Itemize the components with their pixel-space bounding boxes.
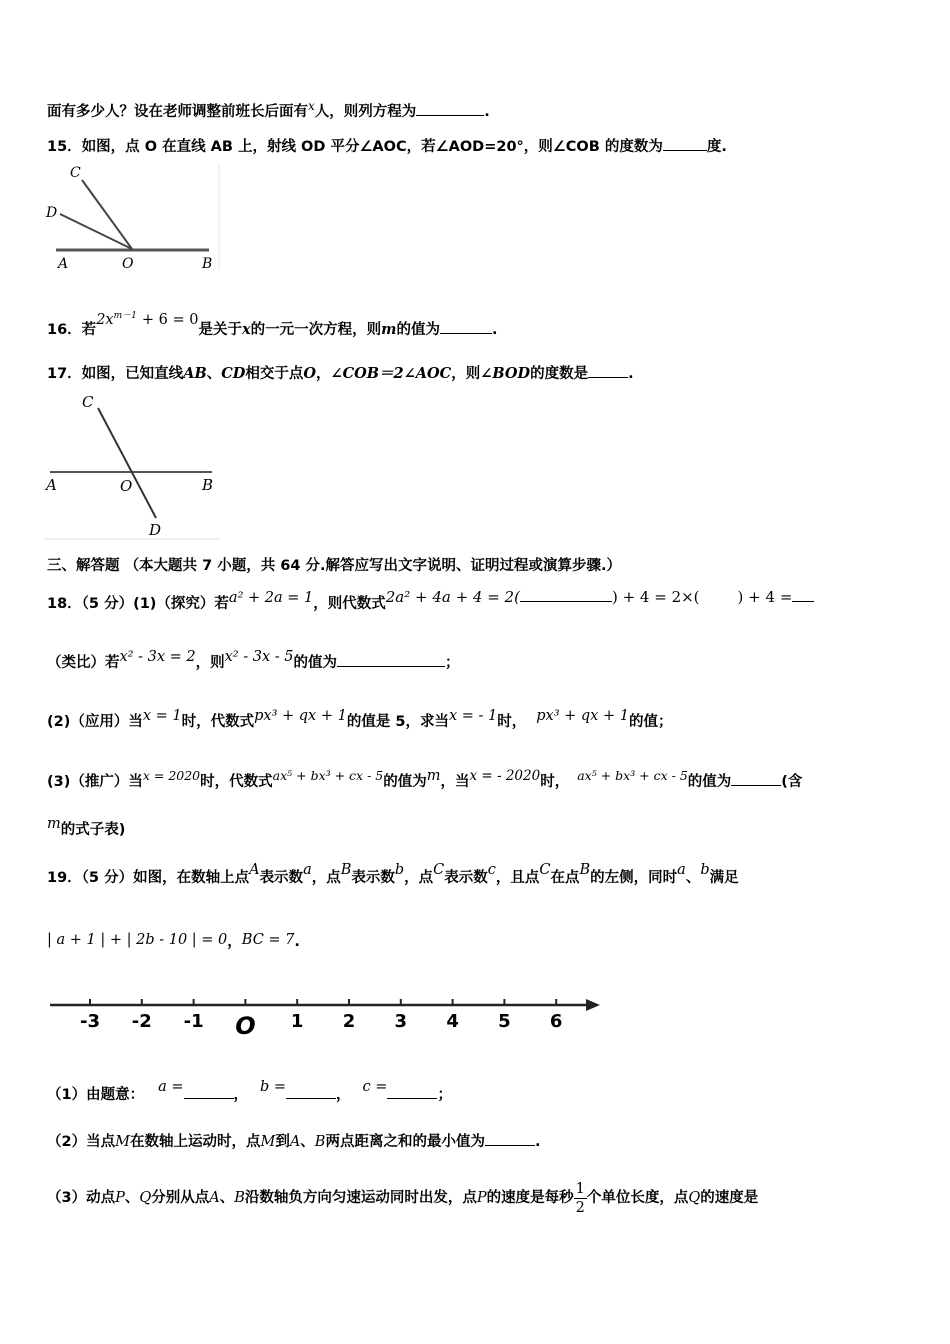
a-label: a = — [158, 1079, 184, 1095]
text: ， — [233, 1087, 248, 1103]
label-o: O — [122, 256, 134, 272]
text: 的左侧，同时 — [590, 870, 678, 886]
text: 在数轴上运动时，点 — [129, 1134, 261, 1150]
question-18-line-3 — [47, 708, 673, 732]
text: 相交于点 — [245, 366, 304, 382]
tick-label: 6 — [549, 1011, 563, 1032]
text: 的速度是每秒 — [486, 1190, 574, 1206]
text: 的值为 — [383, 774, 427, 790]
point-a: A — [209, 1190, 220, 1206]
condition: x = - 1 — [448, 708, 498, 724]
point-b: B — [579, 862, 591, 878]
text: 度. — [706, 139, 727, 155]
text: 的速度是 — [700, 1190, 759, 1206]
answer-blank-c[interactable] — [387, 1084, 437, 1099]
text: 时， — [497, 714, 527, 730]
text: 的值为 — [687, 774, 732, 790]
figure-17 — [44, 390, 222, 542]
expression: ax⁵ + bx³ + cx - 5 — [577, 768, 688, 783]
point-b: B — [314, 1134, 326, 1150]
figure-15 — [44, 162, 220, 274]
tick-label: 1 — [290, 1011, 304, 1032]
section-3-heading — [47, 556, 621, 576]
point-b: B — [340, 862, 352, 878]
axis-arrow — [586, 999, 600, 1011]
text: 的一元一次方程，则 — [250, 321, 382, 338]
var-x: x — [242, 320, 251, 338]
answer-blank-b[interactable] — [286, 1084, 336, 1099]
text: . — [294, 934, 300, 950]
text: 、 — [300, 1134, 315, 1150]
text: 表示数 — [444, 870, 488, 886]
label-b: B — [202, 256, 213, 272]
tick-label: 3 — [394, 1011, 408, 1032]
question-number: 19．（5 分）如图，在数轴上点 — [47, 870, 250, 886]
text: 的式子表) — [60, 822, 126, 838]
condition: x² - 3x = 2 — [119, 649, 196, 665]
point-b: B — [234, 1190, 245, 1206]
var-x: x — [308, 99, 315, 113]
fraction-one-half — [574, 1180, 587, 1217]
tick-label: O — [235, 1012, 256, 1040]
text: . — [492, 321, 498, 338]
question-text: 如图，点 O 在直线 AB 上，射线 OD 平分∠AOC，若∠AOD=20°，则∠COB 的度数为 — [81, 139, 663, 155]
point-m: M — [260, 1134, 276, 1150]
text: . — [484, 104, 490, 120]
text: 沿数轴负方向匀速运动同时出发，点 — [244, 1190, 477, 1206]
question-19-part-2 — [47, 1131, 540, 1152]
ray-oc — [82, 180, 132, 249]
text: ，当 — [440, 774, 470, 790]
label-c: C — [70, 165, 81, 181]
question-number: 16．若 — [47, 321, 97, 338]
tick-label: 5 — [498, 1011, 511, 1032]
line-cd — [98, 408, 156, 518]
text: 到 — [275, 1134, 290, 1150]
text: ， — [227, 934, 242, 950]
text: 两点距离之和的最小值为 — [325, 1134, 485, 1150]
label-b: B — [202, 476, 214, 494]
tick-label: 4 — [446, 1011, 459, 1032]
c-label: c = — [362, 1079, 388, 1095]
text: 的度数是 — [530, 366, 589, 382]
text: 表示数 — [351, 870, 395, 886]
point-m: M — [115, 1134, 130, 1150]
section-note: （本大题共 7 小题，共 64 分.解答应写出文字说明、证明过程或演算步骤.） — [124, 558, 622, 574]
expression: ax⁵ + bx³ + cx - 5 — [272, 768, 384, 783]
var-m: m — [47, 816, 61, 832]
condition: x = 1 — [142, 708, 182, 724]
label-a: A — [46, 476, 57, 494]
expression: px³ + qx + 1 — [536, 708, 629, 724]
text: 是关于 — [198, 321, 242, 338]
question-19-line-1 — [47, 862, 739, 888]
equation: BC = 7 — [241, 932, 295, 948]
expression: 2a² + 4a + 4 = 2( ) + 4 = 2×( ) + 4 = — [386, 588, 815, 606]
condition: a² + 2a = 1 — [228, 590, 314, 606]
text: ，则 — [195, 655, 225, 671]
text: 的值是 5，求当 — [346, 714, 449, 730]
question-18-line-5 — [47, 816, 126, 840]
line-ab-name: AB — [183, 365, 207, 382]
text: 人，则列方程为 — [314, 104, 417, 120]
text: ，点 — [311, 870, 341, 886]
point-p: P — [476, 1190, 487, 1206]
fraction-denominator: 2 — [575, 1199, 585, 1216]
section-title: 三、解答题 — [47, 558, 120, 574]
point-o: O — [303, 365, 316, 382]
question-15 — [47, 136, 727, 157]
answer-blank[interactable] — [485, 1131, 535, 1146]
text: 时， — [540, 774, 570, 790]
question-18-line-4 — [47, 768, 803, 792]
text: 、 — [206, 366, 222, 382]
answer-blank[interactable] — [731, 771, 781, 786]
text: 在点 — [550, 870, 580, 886]
answer-blank[interactable] — [337, 652, 445, 667]
text: 表示数 — [259, 870, 304, 886]
text: ， — [336, 1087, 351, 1103]
text: 、 — [124, 1190, 140, 1206]
text: （类比）若 — [47, 655, 120, 671]
question-19-part-1 — [47, 1079, 452, 1105]
text: 面有多少人？设在老师调整前班长后面有 — [47, 104, 308, 120]
var-c: c — [487, 862, 496, 878]
text: ， — [315, 366, 331, 382]
line-cd-name: CD — [221, 365, 246, 382]
label-c: C — [82, 393, 94, 411]
answer-blank[interactable] — [440, 319, 492, 334]
equation: | a + 1 | + | 2b - 10 | = 0 — [47, 932, 228, 948]
point-q: Q — [139, 1190, 152, 1206]
text: ，则代数式 — [313, 596, 386, 612]
answer-blank[interactable] — [520, 587, 612, 602]
question-17 — [47, 363, 634, 384]
label-a: A — [58, 256, 69, 272]
var-b: b — [394, 862, 405, 878]
text: 时，代数式 — [181, 714, 255, 730]
text: 个单位长度，点 — [586, 1190, 689, 1206]
text: （1）由题意： — [47, 1087, 145, 1103]
text: 的值为 — [293, 655, 337, 671]
point-a: A — [249, 862, 260, 878]
var-m: m — [381, 320, 397, 338]
point-a: A — [289, 1134, 301, 1150]
condition: x = 2020 — [142, 768, 201, 783]
question-number: 17． — [47, 366, 82, 382]
question-18-line-2 — [47, 649, 460, 673]
point-q: Q — [688, 1190, 701, 1206]
question-19-part-3 — [47, 1176, 758, 1220]
question-19-line-2 — [47, 932, 300, 952]
answer-blank[interactable] — [588, 363, 628, 378]
text: 的值为 — [396, 321, 440, 338]
number-line — [44, 988, 604, 1048]
text: . — [534, 1134, 541, 1150]
text: ，且点 — [495, 870, 540, 886]
label-d: D — [46, 205, 58, 221]
continuation-line — [47, 101, 490, 122]
question-18-line-1 — [47, 588, 814, 614]
equation: 2x — [96, 311, 114, 328]
text: . — [628, 366, 634, 382]
text: 如图，已知直线 — [81, 366, 184, 382]
tick-label: -3 — [80, 1011, 100, 1032]
answer-blank[interactable] — [663, 136, 707, 151]
condition: x = - 2020 — [469, 768, 541, 784]
var-m: m — [426, 768, 441, 784]
fraction-numerator: 1 — [575, 1180, 585, 1197]
label-o: O — [120, 477, 133, 495]
text: ； — [444, 655, 460, 671]
ray-od — [60, 214, 132, 249]
expression: x² - 3x - 5 — [224, 649, 294, 665]
question-16 — [47, 311, 498, 340]
tick-label: 2 — [342, 1011, 356, 1032]
var-a: a — [677, 862, 686, 878]
text: ，则 — [451, 366, 481, 382]
text: 、 — [685, 870, 701, 886]
text: （3）动点 — [47, 1190, 116, 1206]
answer-blank-a[interactable] — [184, 1084, 234, 1099]
label-d: D — [149, 521, 162, 539]
text: ； — [437, 1087, 452, 1103]
exponent: m－1 — [113, 311, 137, 321]
text: 、 — [219, 1190, 235, 1206]
answer-blank[interactable] — [416, 101, 484, 116]
point-c: C — [539, 862, 551, 878]
text: （2）当点 — [47, 1134, 116, 1150]
condition: ∠COB＝2∠AOC — [330, 365, 452, 382]
tick-label: -2 — [131, 1011, 152, 1032]
angle-bod: ∠BOD — [480, 365, 531, 382]
var-b: b — [700, 862, 710, 878]
text: 分别从点 — [151, 1190, 210, 1206]
point-p: P — [115, 1190, 125, 1206]
tick-label: -1 — [183, 1011, 204, 1032]
text: 满足 — [709, 870, 739, 886]
text: (3)（推广）当 — [47, 774, 143, 790]
text: ，点 — [404, 870, 434, 886]
text: 的值； — [628, 714, 673, 730]
answer-blank[interactable] — [792, 587, 814, 602]
var-a: a — [303, 862, 312, 878]
b-label: b = — [260, 1079, 287, 1095]
question-number: 15． — [47, 139, 82, 155]
text: (含 — [781, 774, 803, 790]
point-c: C — [433, 862, 445, 878]
expression: px³ + qx + 1 — [254, 708, 347, 724]
question-number: 18．（5 分）(1)（探究）若 — [47, 596, 229, 612]
text: 时，代数式 — [200, 774, 273, 790]
text: (2)（应用）当 — [47, 714, 143, 730]
equation-rest: + 6 = 0 — [141, 311, 199, 328]
